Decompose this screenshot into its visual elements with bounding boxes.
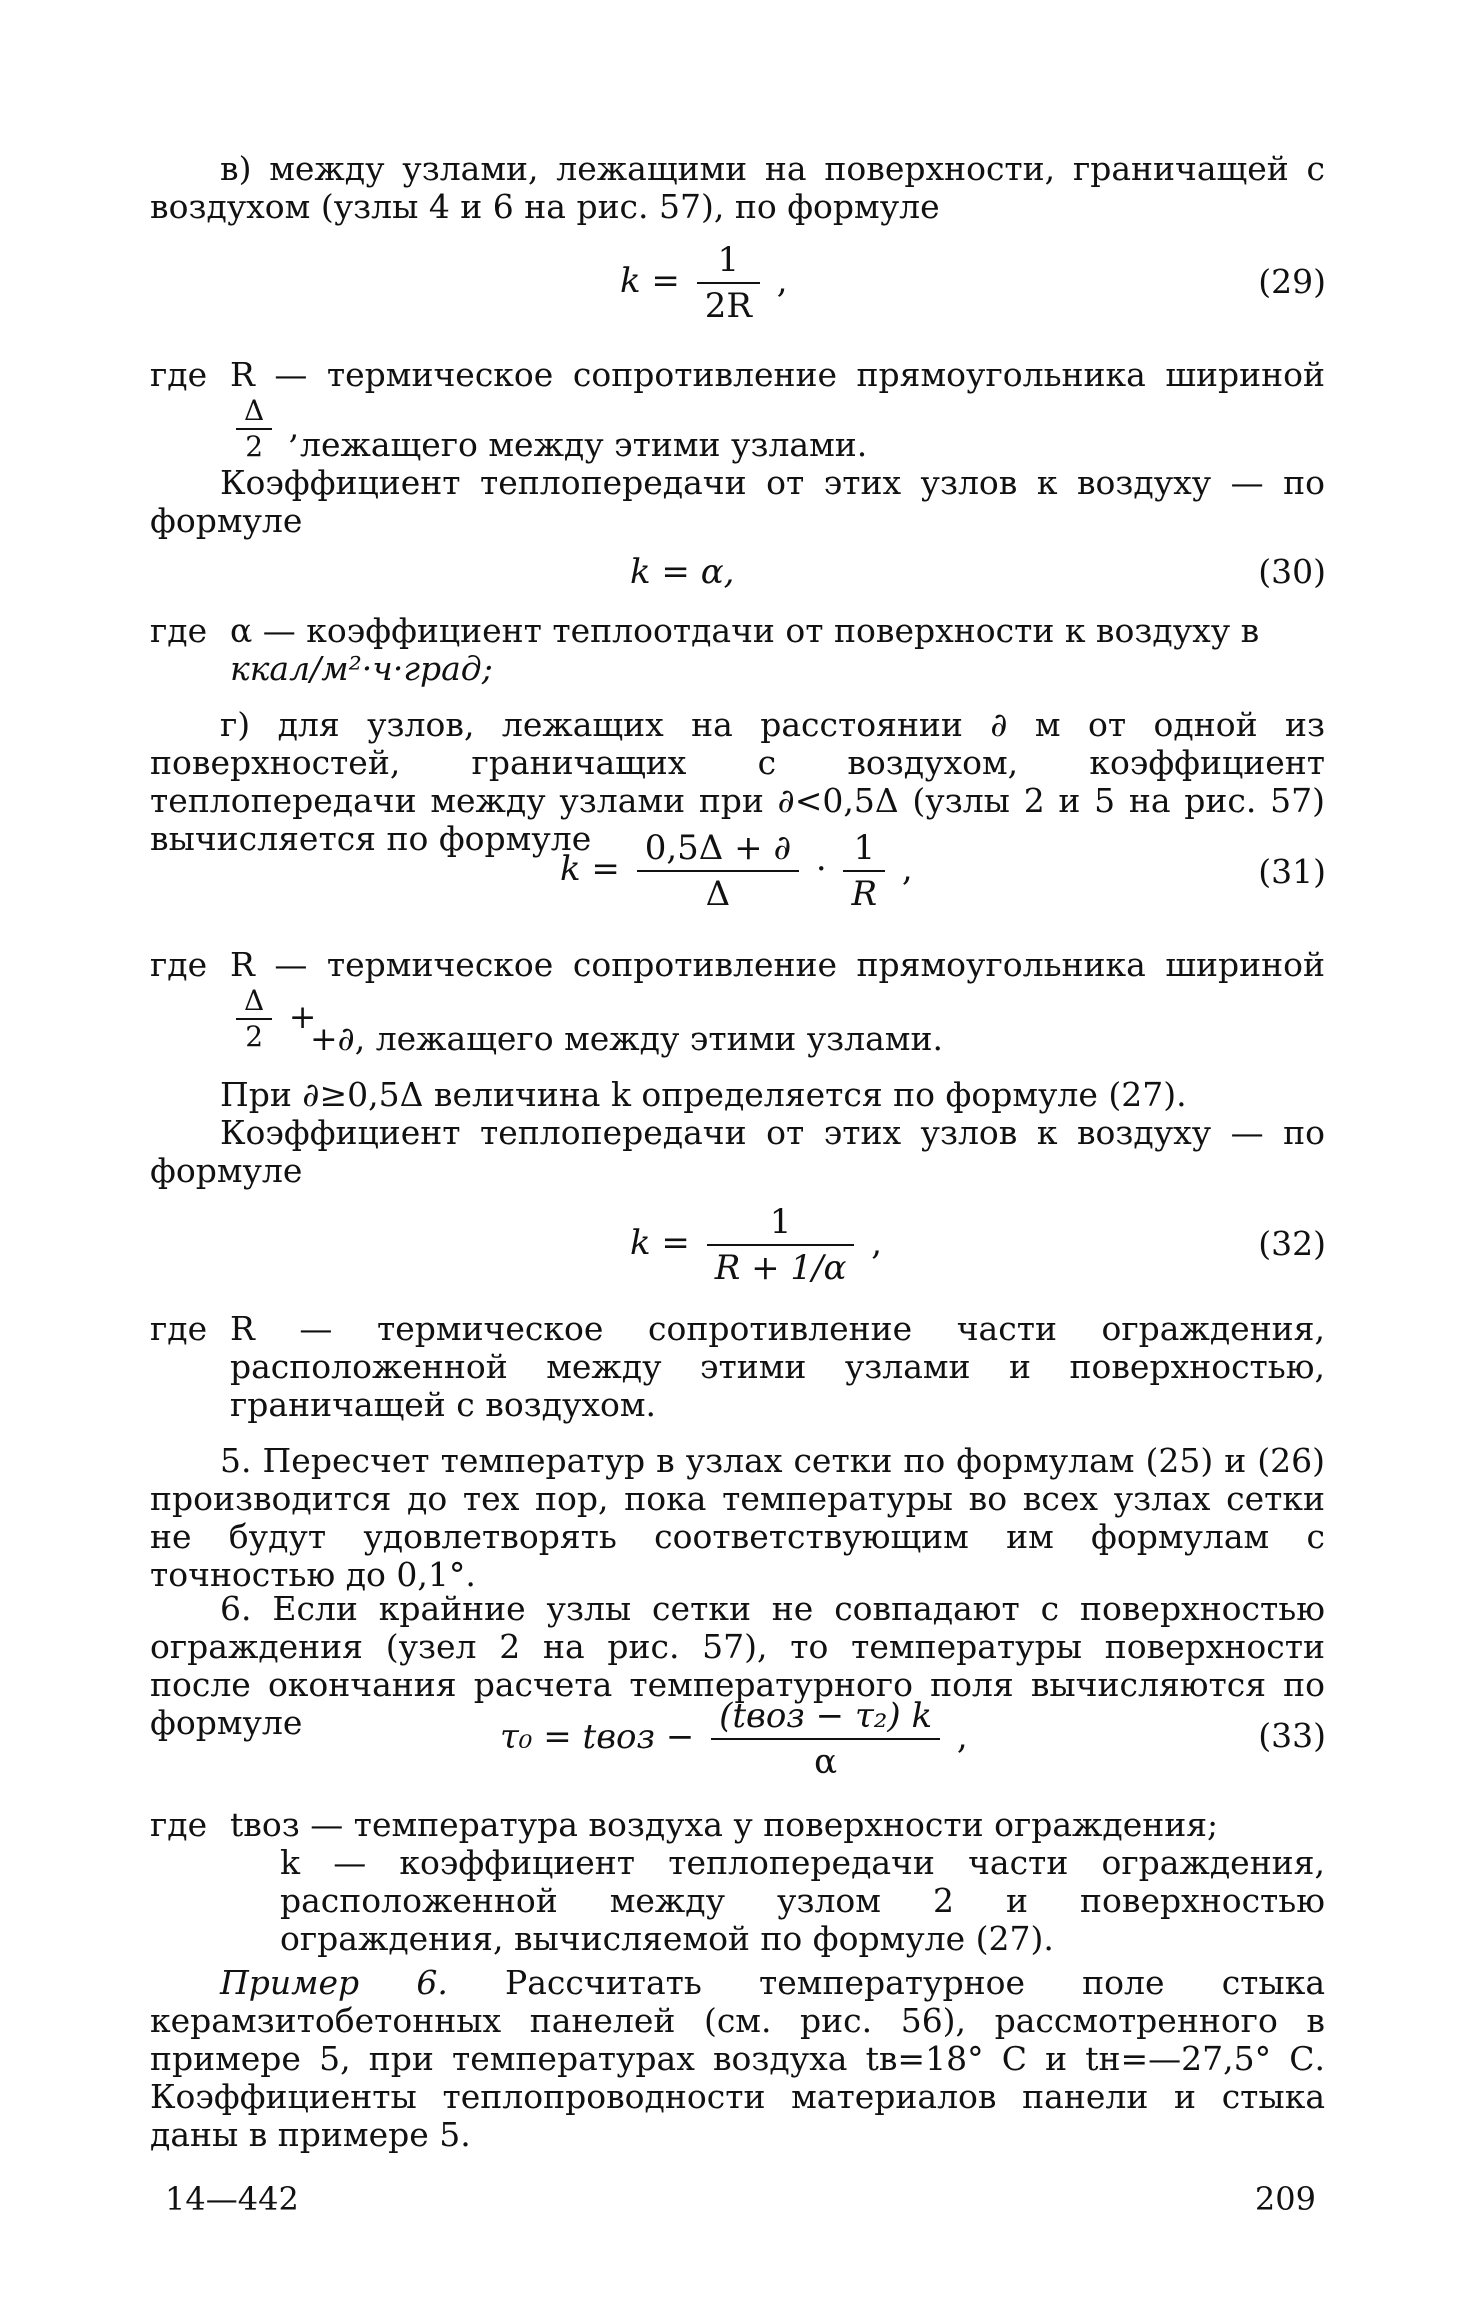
where-29-text: R — термическое сопротивление прямоугольника шириной: [230, 355, 1325, 394]
where-32-text: R — термическое сопротивление части ограждения, расположенной между этими узлами и поверхностью, граничащей с воздухом.: [230, 1309, 1325, 1424]
formula-31-tail: ,: [901, 849, 913, 889]
formula-31-lhs: k =: [560, 849, 620, 889]
where-29-label: где: [150, 355, 208, 394]
where-31-text: R — термическое сопротивление прямоугольника шириной: [230, 945, 1325, 984]
where-29-continuation: лежащего между этими узлами.: [300, 425, 868, 464]
paragraph-g: г) для узлов, лежащих на расстоянии ∂ м от одной из поверхностей, граничащих с воздухом, коэффициент теплопередачи между узлами при ∂<0,5Δ (узлы 2 и 5 на рис. 57) вычисляется по формуле: [150, 705, 1325, 858]
formula-33-numerator: (tвоз − τ₂) k: [711, 1694, 940, 1740]
where-31-fraction: [236, 984, 272, 1054]
where-29-delta: Δ: [236, 394, 272, 430]
formula-31-fraction-2: [843, 826, 885, 916]
item-5: 5. Пересчет температур в узлах сетки по формулам (25) и (26) производится до тех пор, пока температуры во всех узлах сетки не будут удовлетворять соответствующим им формулам с точностью до 0,1°.: [150, 1441, 1325, 1594]
paragraph-pri: При ∂≥0,5Δ величина k определяется по формуле (27).: [220, 1075, 1187, 1114]
formula-31-denominator-2: R: [851, 874, 878, 914]
example-6: [150, 1964, 1325, 2154]
where-31-label: где: [150, 945, 208, 984]
where-29-tail: ,: [288, 407, 300, 446]
paragraph-coef-2: Коэффициент теплопередачи от этих узлов к воздуху — по формуле: [150, 1113, 1325, 1190]
paragraph-v: в) между узлами, лежащими на поверхности, граничащей с воздухом (узлы 4 и 6 на рис. 57), по формуле: [150, 149, 1325, 226]
where-31-delta: Δ: [236, 984, 272, 1020]
example-6-title: Пример 6.: [220, 1963, 448, 2002]
where-33-label: где: [150, 1805, 208, 1844]
formula-32-denominator: R + 1/α: [714, 1248, 847, 1288]
formula-31-fraction-1: [637, 826, 799, 916]
formula-32-tail: ,: [871, 1223, 883, 1263]
formula-29-numerator: 1: [697, 238, 760, 284]
where-30-text: α — коэффициент теплоотдачи от поверхности к воздуху в: [230, 611, 1260, 650]
where-29-fraction: [236, 394, 272, 464]
where-30-units-text: ккал/м²·ч·град;: [230, 649, 493, 688]
where-30-label: где: [150, 611, 208, 650]
printer-signature: 14—442: [165, 2180, 299, 2218]
formula-29-fraction: [697, 238, 760, 328]
where-33: [150, 1806, 1325, 1966]
formula-30-expr: k = α,: [630, 552, 735, 592]
where-33-line-2: k — коэффициент теплопередачи части ограждения, расположенной между узлом 2 и поверхностью ограждения, вычисляемой по формуле (27).: [280, 1843, 1325, 1958]
formula-29: [620, 238, 788, 328]
item-6: 6. Если крайние узлы сетки не совпадают с поверхностью ограждения (узел 2 на рис. 57), то температуры поверхности после окончания расчета температурного поля вычисляются по формуле: [150, 1589, 1325, 1742]
paragraph-coef-1: Коэффициент теплопередачи от этих узлов к воздуху — по формуле: [150, 463, 1325, 540]
formula-32-number: (32): [1258, 1224, 1326, 1263]
formula-31-numerator-1: 0,5Δ + ∂: [637, 826, 799, 872]
formula-33-fraction: [711, 1694, 940, 1784]
formula-31-number: (31): [1258, 852, 1326, 891]
formula-32-fraction: [707, 1200, 855, 1290]
formula-33-tail: ,: [956, 1717, 968, 1757]
where-33-line-1: tвоз — температура воздуха у поверхности ограждения;: [230, 1805, 1219, 1844]
where-31-plus: +: [288, 997, 317, 1036]
formula-33-number: (33): [1258, 1716, 1326, 1755]
formula-30-number: (30): [1258, 552, 1326, 591]
formula-29-lhs: k =: [620, 261, 680, 301]
formula-31-dot: ·: [815, 849, 827, 889]
where-31-continuation: +∂, лежащего между этими узлами.: [310, 1019, 943, 1058]
formula-33-denominator: α: [814, 1742, 838, 1782]
formula-32: [630, 1200, 882, 1290]
example-6-text: Рассчитать температурное поле стыка керамзитобетонных панелей (см. рис. 56), рассмотренного в примере 5, при температурах воздуха tв=18° С и tн=—27,5° С. Коэффициенты теплопроводности материалов панели и стыка даны в примере 5.: [150, 1963, 1325, 2154]
formula-33-lhs: τ₀ = tвоз −: [500, 1717, 695, 1757]
where-30-units: [230, 650, 930, 688]
formula-29-tail: ,: [776, 261, 788, 301]
where-29-two: 2: [245, 430, 264, 463]
where-31-two: 2: [245, 1020, 264, 1053]
formula-31: [560, 826, 913, 916]
where-33-body: [230, 1806, 1325, 1958]
formula-29-denominator: 2R: [704, 286, 752, 326]
where-32: [150, 1310, 1325, 1430]
page-number: 209: [1254, 2180, 1316, 2218]
formula-29-number: (29): [1258, 262, 1326, 301]
formula-31-denominator-1: Δ: [705, 874, 731, 914]
formula-32-lhs: k =: [630, 1223, 690, 1263]
formula-30: [630, 552, 734, 592]
formula-31-numerator-2: 1: [843, 826, 885, 872]
where-32-label: где: [150, 1309, 208, 1348]
formula-32-numerator: 1: [707, 1200, 855, 1246]
formula-33: [500, 1694, 968, 1784]
